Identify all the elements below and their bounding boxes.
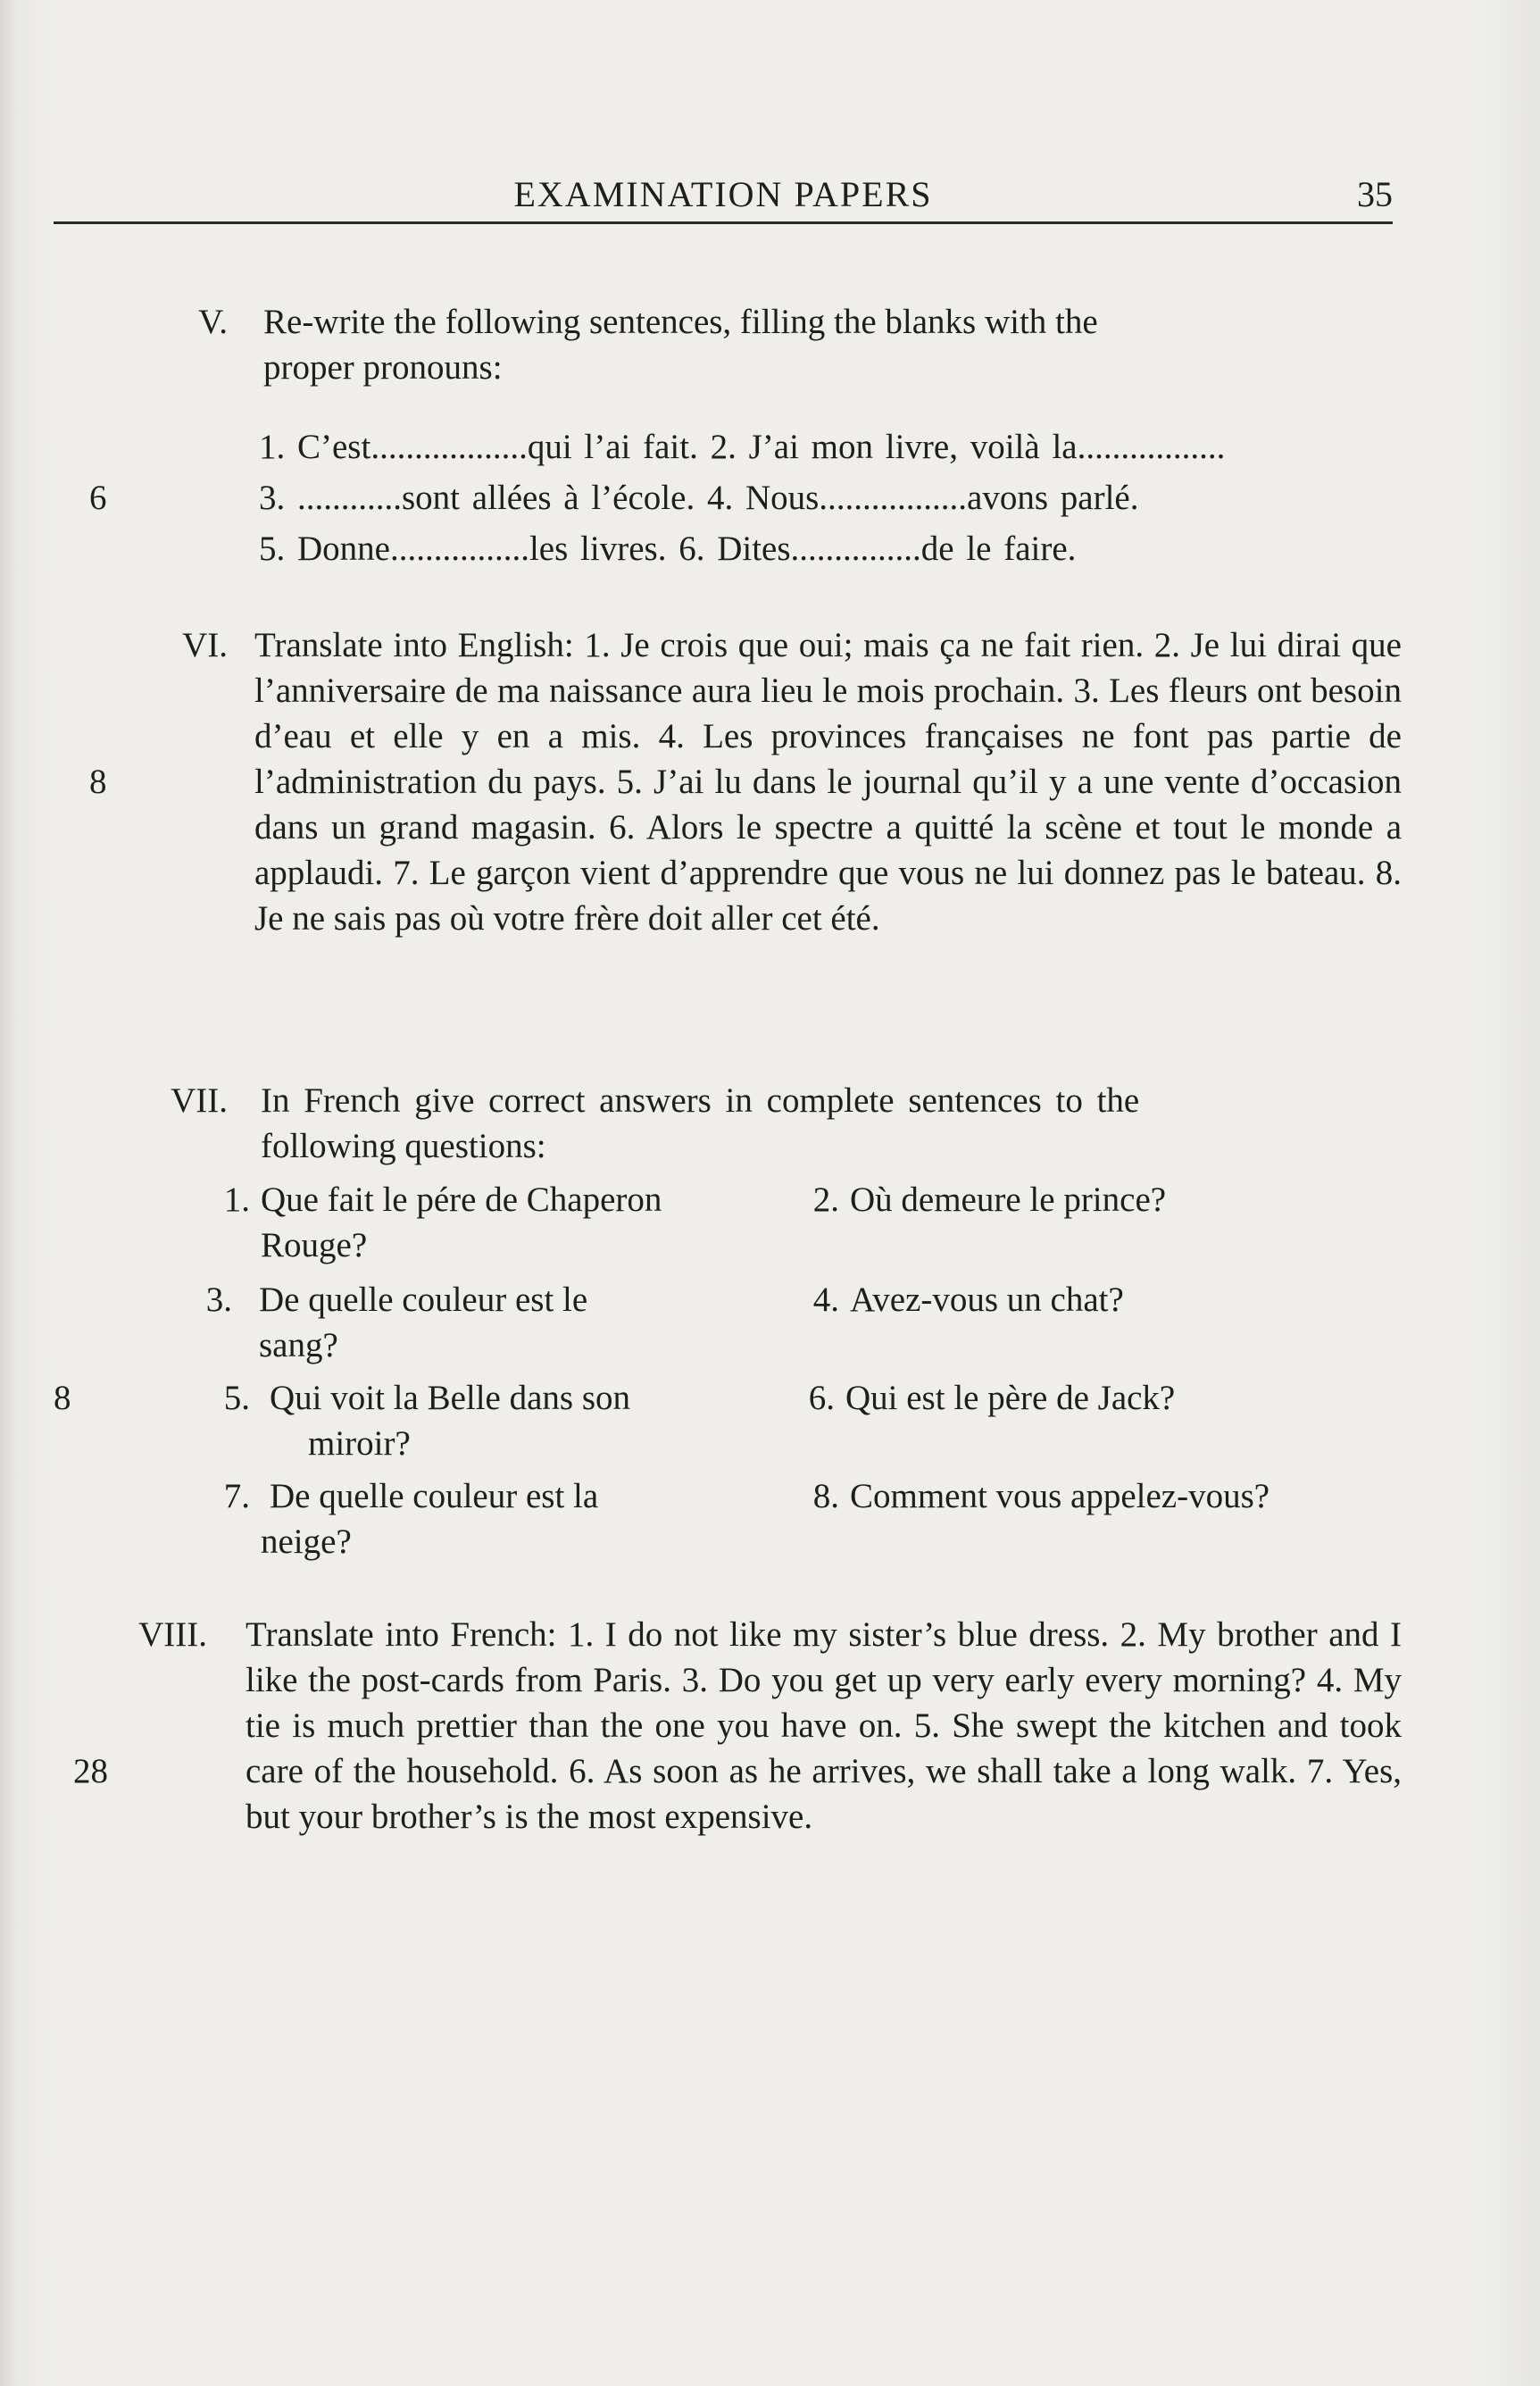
question-line: Que fait le pére de Chaperon (261, 1180, 662, 1219)
section-v-instruction-line1: Re-write the following sentences, filling the blanks with the (263, 303, 1098, 341)
section-vii-numeral: VII. (171, 1081, 228, 1120)
question-line: Où demeure le prince? (850, 1180, 1167, 1219)
section-vi-text: Translate into English: 1. Je crois que oui; mais ça ne fait rien. 2. Je lui dirai que l’anniversaire de ma naissance aura lieu le mois prochain. 3. Les fleurs ont besoin d’eau et elle y en a mis. 4. Les provinces françaises ne font pas partie de l’administration du pays. 5. J’ai lu dans le journal qu’il y a une vente d’occasion dans un grand magasin. 6. Alors le spectre a quitté la scène et tout le monde a applaudi. 7. Le garçon vient d’apprendre que vous ne lui donnez pas le bateau. 8. Je ne sais pas où votre frère doit aller cet été. (254, 626, 1402, 938)
section-v-instruction-line2: proper pronouns: (263, 348, 503, 387)
question-number: 3. (205, 1281, 232, 1319)
question-line: Qui voit la Belle dans son (270, 1379, 631, 1417)
question-line: neige? (261, 1523, 352, 1561)
question-line: Rouge? (261, 1226, 368, 1264)
question-line: De quelle couleur est le (259, 1281, 588, 1319)
question-number: 5. (223, 1379, 250, 1417)
section-viii-margin-points: 28 (73, 1752, 108, 1790)
question-line: Comment vous appelez-vous? (850, 1477, 1270, 1515)
section-v-row-1: 1. C’est..................qui l’ai fait. 2. J’ai mon livre, voilà la................. (259, 428, 1226, 466)
page-number: 35 (1357, 174, 1393, 214)
section-vi-margin-points: 8 (89, 763, 107, 801)
page-title: EXAMINATION PAPERS (513, 174, 933, 214)
running-header (54, 168, 1393, 224)
section-v-row-2: 3. ............sont allées à l’école. 4. Nous.................avons parlé. (259, 479, 1139, 517)
question-line: De quelle couleur est la (270, 1477, 599, 1515)
question-number: 6. (808, 1379, 835, 1417)
section-viii-numeral: VIII. (138, 1615, 207, 1654)
question-line: Avez-vous un chat? (850, 1281, 1124, 1319)
section-viii-text: Translate into French: 1. I do not like my sister’s blue dress. 2. My brother and I like the post-cards from Paris. 3. Do you get up very early every morning? 4. My tie is much prettier than the one you have on. 5. She swept the kitchen and took care of the household. 6. As soon as he arrives, we shall take a long walk. 7. Yes, but your brother’s is the most expensive. (246, 1615, 1402, 1836)
question-line: Qui est le père de Jack? (845, 1379, 1176, 1417)
question-line: sang? (259, 1326, 338, 1364)
section-vii-margin-points: 8 (54, 1379, 71, 1417)
question-number: 7. (223, 1477, 250, 1515)
question-line: miroir? (308, 1424, 411, 1463)
question-number: 2. (812, 1180, 839, 1219)
question-number: 1. (223, 1180, 250, 1219)
section-v-numeral: V. (198, 303, 228, 341)
question-number: 4. (812, 1281, 839, 1319)
section-v-margin-points: 6 (89, 479, 107, 517)
section-vii-instruction-line1: In French give correct answers in complete sentences to the (261, 1081, 1140, 1120)
question-number: 8. (812, 1477, 839, 1515)
section-v-row-3: 5. Donne................les livres. 6. Dites...............de le faire. (259, 530, 1077, 568)
section-vii-instruction-line2: following questions: (261, 1127, 546, 1165)
section-vii-instruction (261, 1078, 1403, 1169)
section-v-instruction (263, 299, 1402, 390)
section-vi-numeral: VI. (182, 626, 228, 664)
